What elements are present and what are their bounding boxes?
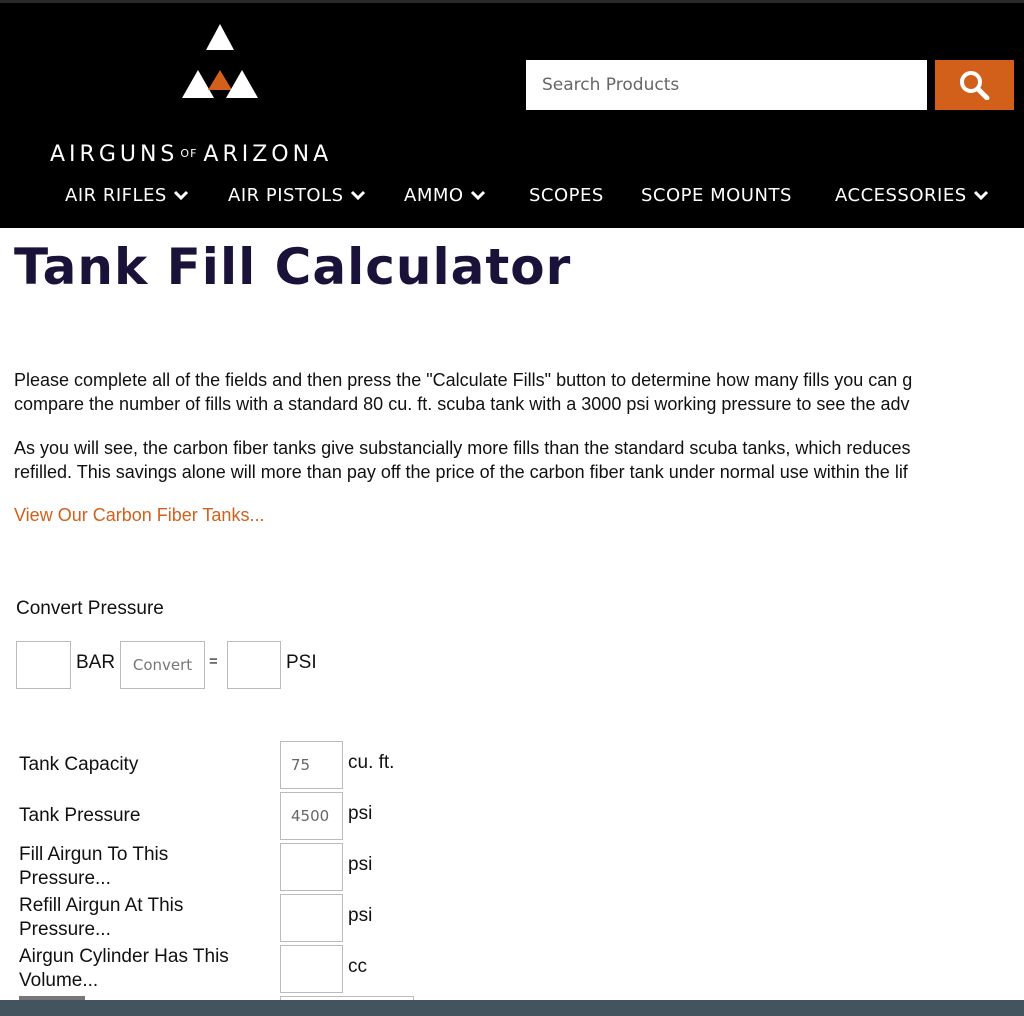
tank-pressure-input[interactable] — [280, 792, 343, 840]
cylinder-volume-label-line-2: Volume... — [19, 970, 99, 991]
logo-word-arizona: ARIZONA — [203, 142, 333, 167]
logo-mountain-icon — [40, 20, 270, 100]
main-nav — [0, 178, 1024, 218]
page-title: Tank Fill Calculator — [14, 238, 572, 296]
savings-line-1: As you will see, the carbon fiber tanks give substancially more fills than the standard scuba tanks, which reduces — [14, 438, 911, 458]
fill-pressure-label-line-1: Fill Airgun To This — [19, 844, 169, 865]
cylinder-volume-label-line-1: Airgun Cylinder Has This — [19, 946, 229, 967]
equals-sign: = — [209, 653, 218, 670]
bar-input[interactable] — [16, 641, 71, 689]
savings-line-2: refilled. This savings alone will more than pay off the price of the carbon fiber tank under normal use within the lif — [14, 462, 908, 482]
convert-pressure-heading: Convert Pressure — [16, 598, 164, 619]
carbon-fiber-tanks-link[interactable]: View Our Carbon Fiber Tanks... — [14, 505, 265, 525]
nav-item-label: ACCESSORIES — [835, 185, 967, 206]
search-icon — [959, 70, 991, 100]
logo-word-of: OF — [180, 147, 198, 160]
nav-item-scope-mounts[interactable] — [641, 178, 792, 214]
refill-pressure-input[interactable] — [280, 894, 343, 942]
fill-pressure-label — [19, 843, 168, 891]
tank-capacity-unit: cu. ft. — [348, 752, 395, 773]
nav-item-ammo[interactable] — [404, 178, 486, 214]
nav-item-scopes[interactable] — [529, 178, 604, 214]
site-logo[interactable] — [40, 20, 400, 167]
intro-paragraph — [14, 368, 1024, 416]
chevron-down-icon — [350, 178, 366, 214]
savings-paragraph — [14, 436, 1024, 484]
site-header — [0, 0, 1024, 228]
nav-item-air-rifles[interactable] — [65, 178, 189, 214]
tank-capacity-input[interactable] — [280, 741, 343, 789]
search-input[interactable] — [526, 60, 927, 110]
intro-line-1: Please complete all of the fields and then press the "Calculate Fills" button to determine how many fills you can g — [14, 370, 913, 390]
top-border — [0, 0, 1024, 3]
psi-unit-label: PSI — [286, 652, 317, 673]
nav-item-label: AIR PISTOLS — [228, 185, 344, 206]
fill-pressure-input[interactable] — [280, 843, 343, 891]
cylinder-volume-label — [19, 945, 229, 993]
cylinder-volume-unit: cc — [348, 956, 367, 977]
nav-item-label: AMMO — [404, 185, 464, 206]
psi-input[interactable] — [227, 641, 281, 689]
fill-pressure-label-line-2: Pressure... — [19, 868, 111, 889]
chevron-down-icon — [173, 178, 189, 214]
fill-pressure-unit: psi — [348, 854, 373, 875]
nav-item-air-pistols[interactable] — [228, 178, 366, 214]
os-taskbar — [0, 1000, 1024, 1016]
search-button[interactable] — [935, 60, 1014, 110]
refill-pressure-label-line-1: Refill Airgun At This — [19, 895, 184, 916]
bar-unit-label: BAR — [76, 652, 116, 673]
chevron-down-icon — [973, 178, 989, 214]
cylinder-volume-input[interactable] — [280, 945, 343, 993]
intro-line-2: compare the number of fills with a standard 80 cu. ft. scuba tank with a 3000 psi working pressure to see the adv — [14, 394, 910, 414]
nav-item-accessories[interactable] — [835, 178, 989, 214]
tank-capacity-label: Tank Capacity — [19, 754, 139, 775]
nav-item-label: AIR RIFLES — [65, 185, 167, 206]
logo-wordmark — [50, 142, 332, 167]
refill-pressure-unit: psi — [348, 905, 373, 926]
chevron-down-icon — [470, 178, 486, 214]
refill-pressure-label-line-2: Pressure... — [19, 919, 111, 940]
logo-word-airguns: AIRGUNS — [50, 142, 179, 167]
convert-button[interactable]: Convert — [120, 641, 205, 689]
nav-item-label: SCOPES — [529, 185, 604, 206]
tank-pressure-label: Tank Pressure — [19, 805, 141, 826]
tank-pressure-unit: psi — [348, 803, 373, 824]
refill-pressure-label — [19, 894, 183, 942]
nav-item-label: SCOPE MOUNTS — [641, 185, 792, 206]
